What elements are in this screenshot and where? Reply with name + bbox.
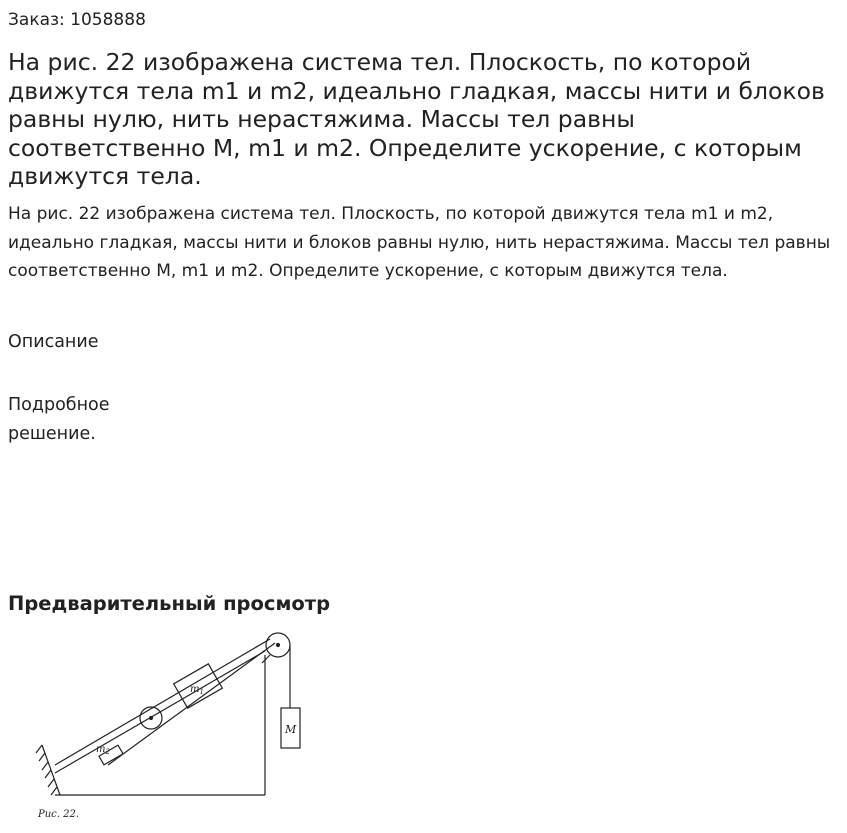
label-m2: $m_2$	[96, 744, 110, 756]
task-title: На рис. 22 изображена система тел. Плоскость, по которой движутся тела m1 и m2, идеально гладкая, массы нити и блоков равны нулю, нить нерастяжима. Массы тел равны соответственно M, m1 и m2. Определите ускорение, с которым движутся тела.	[8, 48, 825, 190]
figure-22	[30, 625, 350, 825]
label-M: M	[285, 723, 297, 736]
detailed-solution-label: Подробное решение.	[8, 395, 110, 444]
label-m1: $m_1$	[190, 684, 204, 696]
string-incline	[108, 643, 275, 765]
task-text: На рис. 22 изображена система тел. Плоскость, по которой движутся тела m1 и m2, идеально гладкая, массы нити и блоков равны нулю, нить нерастяжима. Массы тел равны соответственно M, m1 и m2. Определите ускорение, с которым движутся тела.	[8, 204, 831, 281]
wall-hatching	[36, 745, 57, 795]
description-label: Описание	[8, 332, 99, 352]
preview-heading: Предварительный просмотр	[8, 592, 331, 615]
inclined-plane	[55, 639, 270, 765]
figure-caption: Рис. 22.	[38, 809, 80, 820]
order-number: Заказ: 1058888	[8, 10, 146, 30]
